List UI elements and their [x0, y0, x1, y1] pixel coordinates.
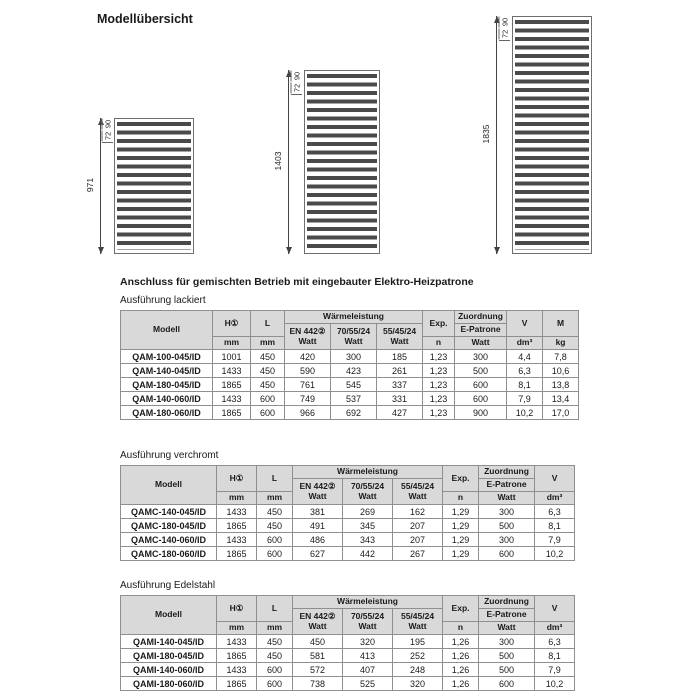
column-header: V	[507, 311, 543, 337]
top-dimension-label: 90	[292, 71, 302, 81]
model-name-cell: QAM-180-060/ID	[121, 406, 213, 420]
value-cell: 450	[251, 350, 285, 364]
value-cell: 207	[393, 533, 443, 547]
column-header: Zuordnung	[479, 596, 535, 609]
value-cell: 248	[393, 663, 443, 677]
header-row	[121, 596, 575, 609]
column-header: dm³	[535, 492, 575, 505]
value-cell: 7,9	[535, 663, 575, 677]
value-cell: 300	[479, 505, 535, 519]
column-header: n	[443, 622, 479, 635]
height-dimension-line	[496, 16, 497, 254]
value-cell: 1433	[213, 392, 251, 406]
top-dimension-group	[102, 118, 113, 143]
value-cell: 450	[293, 635, 343, 649]
column-header: Wärmeleistung	[285, 311, 423, 324]
value-cell: 10,2	[507, 406, 543, 420]
model-name-cell: QAM-140-045/ID	[121, 364, 213, 378]
column-header: Zuordnung	[479, 466, 535, 479]
table-row	[121, 663, 575, 677]
model-name-cell: QAMI-180-045/ID	[121, 649, 217, 663]
column-header: dm³	[507, 337, 543, 350]
value-cell: 500	[455, 364, 507, 378]
column-header: V	[535, 466, 575, 492]
height-dimension-label: 971	[85, 177, 95, 193]
model-name-cell: QAMC-140-045/ID	[121, 505, 217, 519]
value-cell: 1865	[213, 406, 251, 420]
column-header: EN 442② Watt	[293, 609, 343, 635]
value-cell: 7,9	[507, 392, 543, 406]
model-name-cell: QAMC-180-060/ID	[121, 547, 217, 561]
value-cell: 450	[257, 519, 293, 533]
value-cell: 320	[343, 635, 393, 649]
value-cell: 420	[285, 350, 331, 364]
column-header: E-Patrone	[479, 609, 535, 622]
height-dimension-label: 1403	[273, 151, 283, 171]
header-row	[121, 311, 579, 324]
value-cell: 1,26	[443, 663, 479, 677]
value-cell: 10,2	[535, 547, 575, 561]
column-header: 70/55/24 Watt	[343, 609, 393, 635]
value-cell: 195	[393, 635, 443, 649]
column-header: 55/45/24 Watt	[393, 609, 443, 635]
value-cell: 413	[343, 649, 393, 663]
table-row	[121, 364, 579, 378]
column-header: mm	[251, 337, 285, 350]
table-row	[121, 350, 579, 364]
value-cell: 966	[285, 406, 331, 420]
value-cell: 1001	[213, 350, 251, 364]
radiator-drawing	[512, 16, 592, 254]
page-title: Modellübersicht	[97, 12, 193, 26]
header-row	[121, 466, 575, 479]
top-dimension-group	[291, 70, 302, 95]
model-name-cell: QAMC-140-060/ID	[121, 533, 217, 547]
value-cell: 17,0	[543, 406, 579, 420]
column-header: Zuordnung	[455, 311, 507, 324]
value-cell: 1,29	[443, 547, 479, 561]
value-cell: 1865	[217, 677, 257, 691]
value-cell: 1433	[217, 533, 257, 547]
value-cell: 1865	[217, 519, 257, 533]
value-cell: 8,1	[535, 649, 575, 663]
value-cell: 1433	[213, 364, 251, 378]
value-cell: 300	[479, 533, 535, 547]
value-cell: 1,26	[443, 635, 479, 649]
table-block-lackiert	[120, 295, 579, 420]
table-row	[121, 378, 579, 392]
value-cell: 300	[455, 350, 507, 364]
value-cell: 627	[293, 547, 343, 561]
column-header: H①	[213, 311, 251, 337]
value-cell: 491	[293, 519, 343, 533]
value-cell: 423	[331, 364, 377, 378]
value-cell: 738	[293, 677, 343, 691]
column-header: EN 442② Watt	[285, 324, 331, 350]
column-header: dm³	[535, 622, 575, 635]
column-header: Modell	[121, 596, 217, 635]
value-cell: 572	[293, 663, 343, 677]
value-cell: 300	[331, 350, 377, 364]
value-cell: 1865	[213, 378, 251, 392]
value-cell: 500	[479, 649, 535, 663]
value-cell: 450	[257, 505, 293, 519]
column-header: mm	[217, 492, 257, 505]
column-header: M	[543, 311, 579, 337]
value-cell: 269	[343, 505, 393, 519]
column-header: 70/55/24 Watt	[343, 479, 393, 505]
value-cell: 600	[251, 392, 285, 406]
column-header: EN 442② Watt	[293, 479, 343, 505]
value-cell: 8,1	[535, 519, 575, 533]
value-cell: 331	[377, 392, 423, 406]
table-row	[121, 505, 575, 519]
value-cell: 1433	[217, 663, 257, 677]
value-cell: 207	[393, 519, 443, 533]
value-cell: 1,23	[423, 378, 455, 392]
model-name-cell: QAMI-140-045/ID	[121, 635, 217, 649]
column-header: kg	[543, 337, 579, 350]
top-dimension-label: 72	[103, 131, 113, 141]
model-name-cell: QAMC-180-045/ID	[121, 519, 217, 533]
column-header: 55/45/24 Watt	[377, 324, 423, 350]
value-cell: 7,8	[543, 350, 579, 364]
value-cell: 1433	[217, 505, 257, 519]
value-cell: 7,9	[535, 533, 575, 547]
value-cell: 1,23	[423, 364, 455, 378]
table-block-edelstahl	[120, 580, 575, 691]
value-cell: 600	[479, 677, 535, 691]
table-row	[121, 677, 575, 691]
table-row	[121, 406, 579, 420]
value-cell: 442	[343, 547, 393, 561]
table-row	[121, 519, 575, 533]
value-cell: 4,4	[507, 350, 543, 364]
value-cell: 600	[257, 677, 293, 691]
radiator-rungs	[307, 74, 377, 250]
value-cell: 10,2	[535, 677, 575, 691]
value-cell: 381	[293, 505, 343, 519]
spec-table-verchromt	[120, 465, 575, 561]
table-block-verchromt	[120, 450, 575, 561]
column-header: H①	[217, 466, 257, 492]
value-cell: 8,1	[507, 378, 543, 392]
radiator-drawing	[304, 70, 380, 254]
column-header: Watt	[455, 337, 507, 350]
value-cell: 1,23	[423, 406, 455, 420]
value-cell: 252	[393, 649, 443, 663]
column-header: Exp.	[423, 311, 455, 337]
value-cell: 600	[455, 378, 507, 392]
value-cell: 6,3	[507, 364, 543, 378]
radiator-diagram-large	[480, 16, 592, 254]
value-cell: 1,23	[423, 392, 455, 406]
value-cell: 500	[479, 519, 535, 533]
model-name-cell: QAM-140-060/ID	[121, 392, 213, 406]
column-header: V	[535, 596, 575, 622]
value-cell: 1,23	[423, 350, 455, 364]
value-cell: 900	[455, 406, 507, 420]
column-header: E-Patrone	[479, 479, 535, 492]
column-header: Exp.	[443, 466, 479, 492]
column-header: mm	[217, 622, 257, 635]
radiator-drawing	[114, 118, 194, 254]
table-caption: Ausführung lackiert	[120, 295, 206, 306]
table-row	[121, 635, 575, 649]
column-header: mm	[257, 492, 293, 505]
value-cell: 427	[377, 406, 423, 420]
model-name-cell: QAM-180-045/ID	[121, 378, 213, 392]
column-header: mm	[257, 622, 293, 635]
column-header: 55/45/24 Watt	[393, 479, 443, 505]
value-cell: 545	[331, 378, 377, 392]
value-cell: 1,26	[443, 649, 479, 663]
value-cell: 525	[343, 677, 393, 691]
value-cell: 450	[251, 378, 285, 392]
top-dimension-group	[499, 16, 510, 41]
radiator-rungs	[515, 20, 589, 250]
value-cell: 1,29	[443, 533, 479, 547]
value-cell: 343	[343, 533, 393, 547]
table-row	[121, 547, 575, 561]
column-header: n	[443, 492, 479, 505]
value-cell: 6,3	[535, 505, 575, 519]
value-cell: 407	[343, 663, 393, 677]
column-header: 70/55/24 Watt	[331, 324, 377, 350]
table-caption: Ausführung Edelstahl	[120, 580, 216, 591]
value-cell: 600	[455, 392, 507, 406]
column-header: n	[423, 337, 455, 350]
table-row	[121, 392, 579, 406]
model-name-cell: QAM-100-045/ID	[121, 350, 213, 364]
table-row	[121, 649, 575, 663]
value-cell: 500	[479, 663, 535, 677]
column-header: mm	[213, 337, 251, 350]
value-cell: 1,29	[443, 519, 479, 533]
value-cell: 450	[257, 635, 293, 649]
radiator-diagram-medium	[272, 70, 380, 254]
spec-table-lackiert	[120, 310, 579, 420]
value-cell: 486	[293, 533, 343, 547]
column-header: Watt	[479, 492, 535, 505]
radiator-diagram-small	[84, 118, 194, 254]
value-cell: 185	[377, 350, 423, 364]
value-cell: 600	[479, 547, 535, 561]
value-cell: 6,3	[535, 635, 575, 649]
value-cell: 600	[251, 406, 285, 420]
top-dimension-label: 90	[500, 17, 510, 27]
column-header: Wärmeleistung	[293, 596, 443, 609]
value-cell: 537	[331, 392, 377, 406]
column-header: L	[257, 466, 293, 492]
height-dimension-label: 1835	[481, 124, 491, 144]
value-cell: 13,8	[543, 378, 579, 392]
value-cell: 13,4	[543, 392, 579, 406]
value-cell: 162	[393, 505, 443, 519]
column-header: L	[257, 596, 293, 622]
section-heading: Anschluss für gemischten Betrieb mit eingebauter Elektro-Heizpatrone	[120, 276, 474, 288]
value-cell: 1865	[217, 547, 257, 561]
value-cell: 1865	[217, 649, 257, 663]
value-cell: 581	[293, 649, 343, 663]
model-name-cell: QAMI-180-060/ID	[121, 677, 217, 691]
column-header: Modell	[121, 466, 217, 505]
table-row	[121, 533, 575, 547]
spec-table-edelstahl	[120, 595, 575, 691]
value-cell: 761	[285, 378, 331, 392]
value-cell: 600	[257, 663, 293, 677]
value-cell: 450	[257, 649, 293, 663]
value-cell: 300	[479, 635, 535, 649]
value-cell: 1,29	[443, 505, 479, 519]
column-header: Wärmeleistung	[293, 466, 443, 479]
height-dimension-line	[288, 70, 289, 254]
value-cell: 450	[251, 364, 285, 378]
value-cell: 10,6	[543, 364, 579, 378]
value-cell: 600	[257, 547, 293, 561]
value-cell: 749	[285, 392, 331, 406]
top-dimension-label: 90	[103, 119, 113, 129]
value-cell: 261	[377, 364, 423, 378]
value-cell: 1433	[217, 635, 257, 649]
table-caption: Ausführung verchromt	[120, 450, 219, 461]
top-dimension-label: 72	[292, 83, 302, 93]
radiator-rungs	[117, 122, 191, 250]
value-cell: 320	[393, 677, 443, 691]
top-dimension-label: 72	[500, 29, 510, 39]
column-header: L	[251, 311, 285, 337]
value-cell: 1,26	[443, 677, 479, 691]
value-cell: 337	[377, 378, 423, 392]
column-header: Exp.	[443, 596, 479, 622]
model-name-cell: QAMI-140-060/ID	[121, 663, 217, 677]
value-cell: 600	[257, 533, 293, 547]
column-header: E-Patrone	[455, 324, 507, 337]
column-header: Watt	[479, 622, 535, 635]
value-cell: 692	[331, 406, 377, 420]
value-cell: 345	[343, 519, 393, 533]
column-header: Modell	[121, 311, 213, 350]
column-header: H①	[217, 596, 257, 622]
value-cell: 267	[393, 547, 443, 561]
value-cell: 590	[285, 364, 331, 378]
